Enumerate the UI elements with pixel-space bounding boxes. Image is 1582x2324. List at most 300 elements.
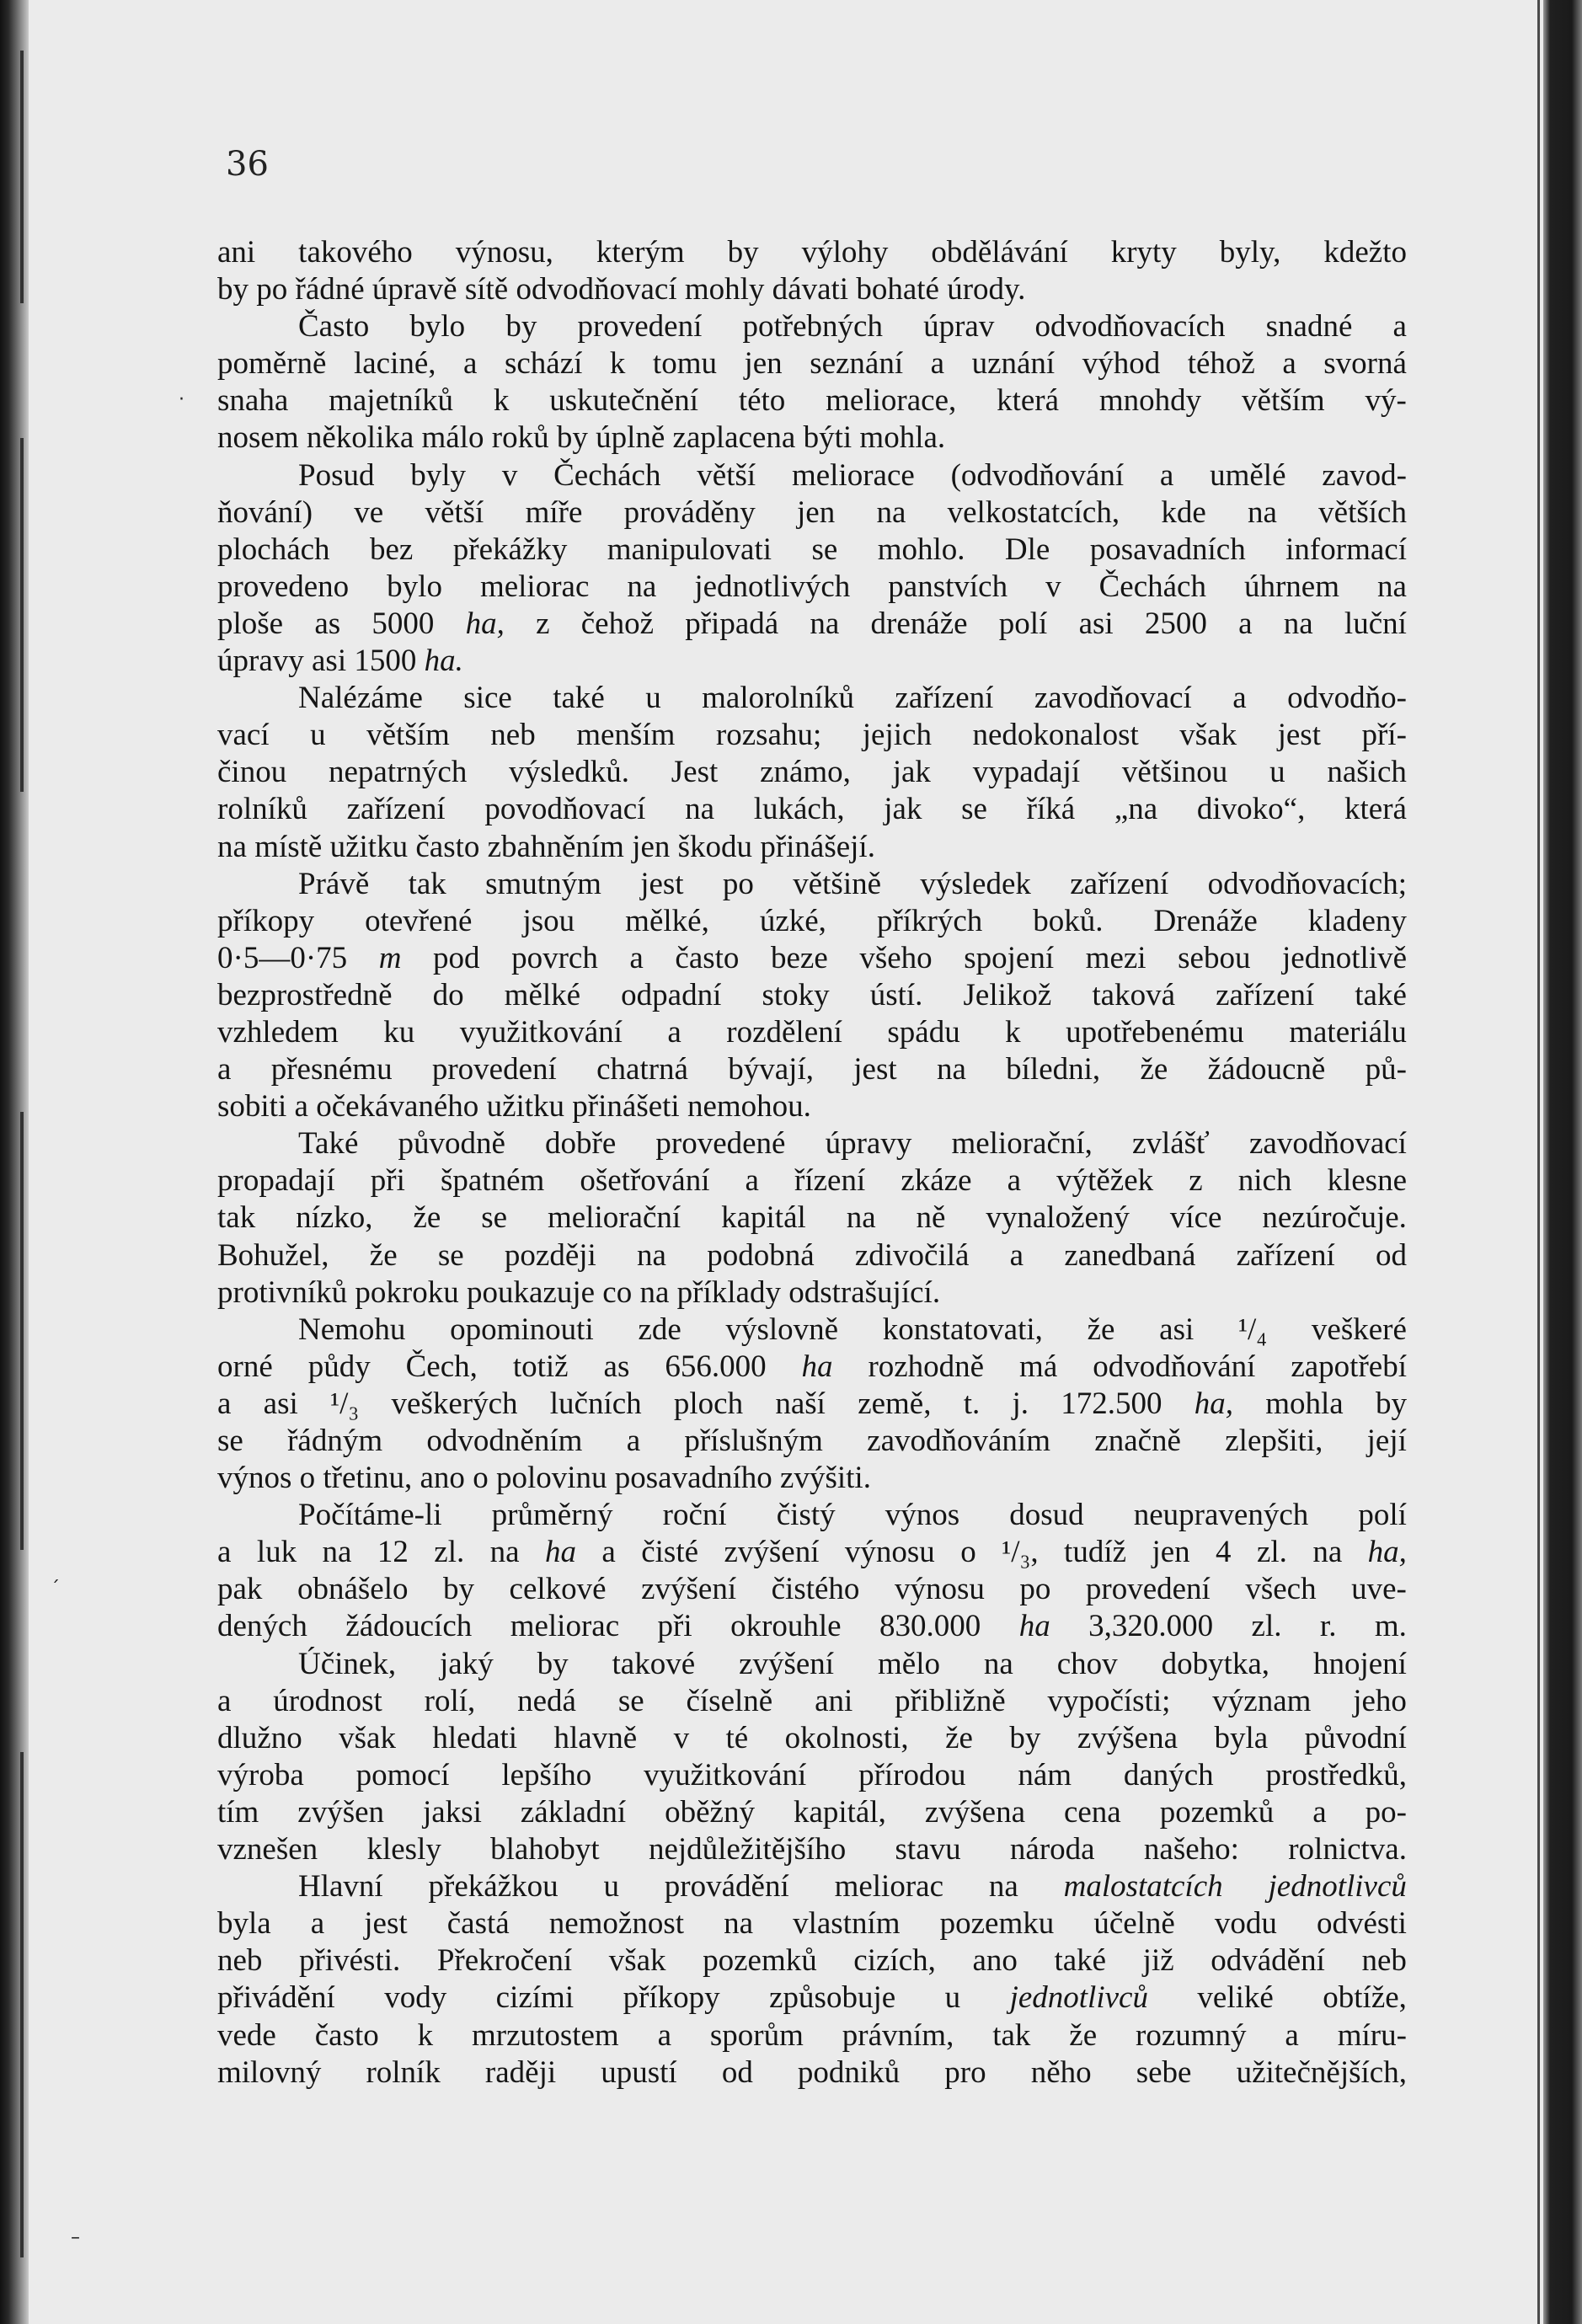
word: klesne	[1327, 1163, 1407, 1199]
word: propadají	[217, 1163, 335, 1199]
word: výslovně	[725, 1312, 839, 1347]
word: ústí.	[869, 977, 923, 1012]
word: poukazuje	[467, 1274, 603, 1310]
word: značně	[1094, 1424, 1181, 1458]
word: ku	[383, 1014, 415, 1050]
word: účelně	[1093, 1906, 1175, 1942]
word: zapotřebí	[1291, 1349, 1407, 1384]
word: veškerých	[391, 1386, 518, 1421]
word: jaký	[440, 1646, 494, 1681]
word: sobiti	[217, 1089, 295, 1125]
word: býti	[803, 420, 860, 456]
word: hlavně	[553, 1720, 638, 1755]
word: ani	[815, 1683, 853, 1718]
word: by	[1375, 1386, 1407, 1421]
word: využitkování	[644, 1757, 807, 1792]
word: příkopy	[217, 903, 315, 938]
word: jsou	[522, 903, 575, 938]
word: provedeno	[217, 569, 350, 604]
spine-line	[20, 438, 24, 792]
text-line	[217, 271, 1407, 308]
word: čisté	[641, 1535, 699, 1570]
word: zlepšiti,	[1225, 1424, 1323, 1458]
word: otevřené	[365, 903, 473, 938]
word: materiálu	[1289, 1014, 1407, 1050]
word: v	[673, 1720, 690, 1755]
word: ha,	[1194, 1386, 1233, 1421]
word: něho	[1030, 2054, 1092, 2090]
word: byly	[410, 457, 467, 493]
word: a	[745, 1163, 759, 1199]
word: bohaté	[856, 272, 948, 307]
word: ani	[217, 235, 256, 270]
word: na	[217, 829, 255, 864]
word: přivésti.	[299, 1943, 401, 1979]
word: nich	[1237, 1163, 1292, 1199]
word: způsobuje	[769, 1980, 896, 2016]
word: vody	[384, 1980, 447, 2016]
word: drenáže	[870, 606, 968, 641]
word: a	[463, 346, 478, 382]
word: dávati	[772, 272, 857, 307]
word: její	[1366, 1424, 1407, 1458]
word: připadá	[685, 606, 779, 641]
word: tím	[217, 1794, 259, 1830]
text-line	[217, 2054, 1407, 2092]
word: našich	[1327, 755, 1407, 790]
word: Čechách	[553, 457, 661, 493]
word: schází	[504, 346, 583, 382]
text-line	[217, 1571, 1407, 1608]
word: na	[489, 1535, 520, 1570]
word: asi	[1159, 1312, 1195, 1347]
text-line	[217, 457, 1407, 494]
word: u	[1269, 755, 1285, 790]
word: lepšího	[501, 1757, 592, 1792]
word: škodu	[677, 829, 761, 864]
word: zavodňováním	[867, 1424, 1050, 1458]
word: na	[810, 606, 840, 641]
word: výnosu	[844, 1535, 935, 1570]
word: v	[1045, 569, 1061, 604]
word: 3,320.000	[1088, 1609, 1214, 1644]
word: na	[876, 494, 906, 530]
word: meliorac	[834, 1869, 943, 1905]
text-line	[217, 1646, 1407, 1683]
word: mnohdy	[1098, 383, 1202, 419]
word: a	[1282, 346, 1296, 382]
word: zvlášť	[1132, 1126, 1210, 1162]
word: meliorace,	[826, 383, 957, 419]
word: ¹/₄	[1237, 1312, 1268, 1347]
word: příslušným	[684, 1424, 823, 1458]
word: plochách	[217, 532, 330, 567]
text-line	[217, 1274, 1407, 1312]
word: 5000	[371, 606, 435, 641]
word: stoky	[762, 977, 830, 1012]
word: přesnému	[270, 1052, 393, 1087]
word: veškeré	[1311, 1312, 1407, 1347]
word: bezprostředně	[217, 977, 393, 1012]
word: povodňovací	[484, 792, 646, 827]
page-edge-shadow	[1543, 0, 1582, 2324]
word: při	[657, 1609, 692, 1644]
word: ve	[354, 494, 384, 530]
word: má	[1019, 1349, 1058, 1384]
word: míru-	[1337, 2017, 1407, 2053]
word: bez	[369, 532, 414, 567]
word: po	[1019, 1572, 1051, 1607]
text-line	[217, 903, 1407, 940]
word: po	[256, 272, 296, 307]
word: Nalézáme	[298, 681, 423, 716]
word: od	[1375, 1237, 1407, 1273]
word: potřebných	[742, 309, 883, 345]
word: Dle	[1004, 532, 1050, 567]
text-line	[217, 1794, 1407, 1831]
word: žádoucně	[1207, 1052, 1326, 1087]
word: obnášelo	[297, 1572, 409, 1607]
word: často	[675, 940, 740, 975]
word: zařízení	[1236, 1237, 1335, 1273]
word: špatném	[440, 1163, 545, 1199]
word: po-	[1365, 1794, 1407, 1830]
word: naší	[775, 1386, 826, 1421]
word: činou	[217, 755, 287, 790]
word: nosem	[217, 420, 307, 456]
word: se	[961, 792, 987, 827]
word: pozemků	[703, 1943, 817, 1979]
word: mohly	[684, 272, 772, 307]
word: velkostatcích,	[947, 494, 1120, 530]
word: jest	[853, 1052, 897, 1087]
word: téhož	[1187, 346, 1255, 382]
word: ha	[544, 1535, 576, 1570]
word: hnojení	[1312, 1646, 1407, 1681]
word: mělké,	[625, 903, 709, 938]
word: beze	[770, 940, 828, 975]
word: a	[601, 1535, 616, 1570]
word: pří-	[1361, 718, 1407, 753]
word: větší	[425, 494, 484, 530]
text-line	[217, 1237, 1407, 1274]
word: odvodňovacích	[1034, 309, 1226, 345]
word: zařízení	[1216, 977, 1315, 1012]
word: panstvích	[888, 569, 1008, 604]
word: ano	[972, 1943, 1018, 1979]
word: přinášeti	[572, 1089, 687, 1125]
word: Překročení	[436, 1943, 573, 1979]
text-line	[217, 308, 1407, 345]
word: a	[1232, 681, 1247, 716]
word: sebe	[1136, 2054, 1192, 2090]
word: provedené	[655, 1126, 786, 1162]
text-line	[217, 234, 1407, 271]
word: svorná	[1323, 346, 1407, 382]
word: odpadní	[621, 977, 722, 1012]
word: rolník	[366, 2054, 441, 2090]
word: kterým	[596, 235, 685, 270]
word: chatrná	[596, 1052, 688, 1087]
word: 830.000	[879, 1609, 981, 1644]
word: úhrnem	[1243, 569, 1340, 604]
word: a	[310, 1906, 325, 1942]
word: klesly	[366, 1832, 441, 1867]
word: výtěžek	[1056, 1163, 1154, 1199]
word: pak	[217, 1572, 263, 1607]
page-edge-line	[1537, 0, 1540, 2324]
word: pokroku	[355, 1274, 467, 1310]
text-line	[217, 1979, 1407, 2017]
word: úrodnost	[273, 1683, 382, 1718]
text-line	[217, 382, 1407, 419]
word: na	[639, 1274, 677, 1310]
word: mrzutostem	[472, 2017, 619, 2053]
word: čistého	[771, 1572, 860, 1607]
text-line	[217, 1199, 1407, 1237]
text-line	[217, 1868, 1407, 1905]
word: také	[553, 681, 605, 716]
word: k	[609, 346, 626, 382]
word: příklady	[676, 1274, 789, 1310]
word: daných	[1123, 1757, 1214, 1792]
word: cena	[1063, 1794, 1121, 1830]
word: o	[473, 1461, 496, 1496]
word: výhod	[1082, 346, 1161, 382]
word: by	[443, 1572, 474, 1607]
word: odvodňovací	[516, 272, 685, 307]
word: zkáze	[901, 1163, 972, 1199]
word: 1500	[354, 644, 425, 679]
word: hledati	[432, 1720, 518, 1755]
word: vý-	[1365, 383, 1407, 419]
word: by	[1009, 1720, 1041, 1755]
word: zavod-	[1322, 457, 1407, 493]
word: dosud	[1009, 1498, 1084, 1533]
word: luk	[256, 1535, 297, 1570]
word: našeho:	[1143, 1832, 1239, 1867]
word: zařízení	[895, 681, 994, 716]
word: povrch	[511, 940, 598, 975]
word: rozdělení	[726, 1014, 842, 1050]
word: provedení	[577, 309, 703, 345]
word: uve-	[1351, 1572, 1407, 1607]
word: přibližně	[895, 1683, 1006, 1718]
word: j.	[1012, 1386, 1029, 1421]
text-line	[217, 1460, 1407, 1497]
word: úzké,	[759, 903, 826, 938]
word: přinášejí.	[760, 829, 875, 864]
word: žádoucích	[345, 1609, 473, 1644]
word: kdežto	[1323, 235, 1407, 270]
text-line	[217, 1831, 1407, 1868]
word: zanedbaná	[1064, 1237, 1196, 1273]
word: by	[727, 235, 759, 270]
word: řádné	[295, 272, 372, 307]
word: odvodňovacích;	[1207, 866, 1407, 901]
word: provedení	[1085, 1572, 1211, 1607]
word: manipulovati	[607, 532, 772, 567]
word: již	[1142, 1943, 1174, 1979]
word: meliorace	[791, 457, 915, 493]
stray-mark: ·	[179, 389, 184, 410]
text-line	[217, 940, 1407, 977]
word: a	[1009, 1237, 1024, 1273]
spine-line	[20, 1752, 24, 2257]
word: as	[314, 606, 341, 641]
word: a	[626, 1424, 641, 1458]
word: taková	[1092, 977, 1176, 1012]
word: z	[536, 606, 550, 641]
word: větším	[1242, 383, 1325, 419]
word: význam	[1212, 1683, 1312, 1718]
word: jaksi	[423, 1794, 482, 1830]
word: a	[657, 2017, 672, 2053]
word: přírodou	[858, 1757, 966, 1792]
word: roků	[491, 420, 557, 456]
word: zvýšiti.	[780, 1461, 871, 1496]
word: známo,	[760, 755, 851, 790]
word: divoko“,	[1196, 792, 1306, 827]
word: se	[481, 1200, 508, 1236]
word: meliorac	[479, 569, 590, 604]
word: takového	[298, 235, 413, 270]
word: několika	[306, 420, 422, 456]
word: a	[217, 1386, 232, 1421]
word: ploch	[673, 1386, 744, 1421]
word: oběžný	[665, 1794, 755, 1830]
word: jejich	[862, 718, 932, 753]
word: odvádění	[1211, 1943, 1325, 1979]
word: Posud	[298, 457, 375, 493]
text-line	[217, 977, 1407, 1014]
word: a	[294, 1089, 317, 1125]
word: pů-	[1365, 1052, 1407, 1087]
word: k	[493, 383, 510, 419]
word: však	[608, 1943, 666, 1979]
word: 0·5—0·75	[217, 940, 348, 975]
word: takové	[612, 1646, 696, 1681]
word: se	[217, 1424, 243, 1458]
word: Účinek,	[298, 1646, 397, 1681]
word: celkové	[509, 1572, 607, 1607]
word: že	[413, 1200, 441, 1236]
word: sítě	[464, 272, 516, 307]
text-line	[217, 1423, 1407, 1460]
word: a	[1007, 1163, 1022, 1199]
word: polí	[1358, 1498, 1407, 1533]
word: zde	[638, 1312, 681, 1347]
word: a	[217, 1535, 232, 1570]
text-line	[217, 754, 1407, 791]
text-line	[217, 1312, 1407, 1349]
word: raději	[484, 2054, 557, 2090]
text-line	[217, 1720, 1407, 1757]
text-line	[217, 345, 1407, 382]
word: že	[369, 1237, 398, 1273]
word: nejdůležitějšího	[648, 1832, 847, 1867]
word: asi	[312, 644, 355, 679]
word: umělé	[1210, 457, 1286, 493]
text-line	[217, 1534, 1407, 1571]
word: často	[415, 829, 488, 864]
word: rolníků	[217, 792, 307, 827]
word: výroba	[217, 1757, 304, 1792]
word: zvýšen	[297, 1794, 385, 1830]
word: také	[1355, 977, 1407, 1012]
word: vede	[217, 2017, 276, 2053]
word: Čech,	[405, 1349, 478, 1384]
word: že	[1069, 2017, 1098, 2053]
word: úplně	[596, 420, 673, 456]
word: na	[637, 1237, 666, 1273]
word: nedokonalost	[972, 718, 1139, 753]
word: zbahněním	[487, 829, 633, 864]
word: by	[537, 1646, 569, 1681]
word: tak	[217, 1200, 256, 1236]
word: o	[299, 1461, 323, 1496]
word: rolnictva.	[1288, 1832, 1407, 1867]
word: tak	[992, 2017, 1031, 2053]
word: polovinu	[495, 1461, 615, 1496]
word: bylo	[387, 569, 442, 604]
word: odvodněním	[426, 1424, 583, 1458]
word: jest	[364, 1906, 408, 1942]
word: malostatcích	[1063, 1869, 1223, 1905]
word: kde	[1161, 494, 1206, 530]
word: výnos	[885, 1498, 960, 1533]
word: zařízení	[346, 792, 446, 827]
word: výsledků.	[509, 755, 629, 790]
word: stavu	[895, 1832, 961, 1867]
word: větších	[1318, 494, 1407, 530]
word: orné	[217, 1349, 273, 1384]
word: ha,	[465, 606, 505, 641]
word: byla	[217, 1906, 271, 1942]
word: rozhodně	[868, 1349, 985, 1384]
text-line	[217, 866, 1407, 903]
word: Právě	[298, 866, 370, 901]
word: nepatrných	[328, 755, 468, 790]
text-line	[217, 1349, 1407, 1386]
word: po	[722, 866, 754, 901]
word: okrouhle	[730, 1609, 842, 1644]
word: zl.	[434, 1535, 465, 1570]
word: ošetřování	[580, 1163, 710, 1199]
word: na	[988, 1869, 1018, 1905]
word: užitku	[329, 829, 416, 864]
word: lukách,	[753, 792, 845, 827]
word: úpravy	[825, 1126, 912, 1162]
word: 656.000	[665, 1349, 767, 1384]
word: že	[1087, 1312, 1115, 1347]
word: jen	[744, 346, 783, 382]
word: a	[1238, 606, 1253, 641]
word: všeho	[859, 940, 933, 975]
word: zvýšena	[1077, 1720, 1178, 1755]
word: využitkování	[459, 1014, 623, 1050]
spine-line	[20, 1112, 24, 1550]
page-number: 36	[226, 145, 269, 184]
word: neb	[490, 718, 536, 753]
word: 12	[377, 1535, 409, 1570]
word: „na	[1114, 792, 1158, 827]
word: neupravených	[1133, 1498, 1309, 1533]
word: upustí	[601, 2054, 677, 2090]
word: právním,	[842, 2017, 954, 2053]
word: m.	[1374, 1609, 1407, 1644]
word: na	[936, 1052, 966, 1087]
